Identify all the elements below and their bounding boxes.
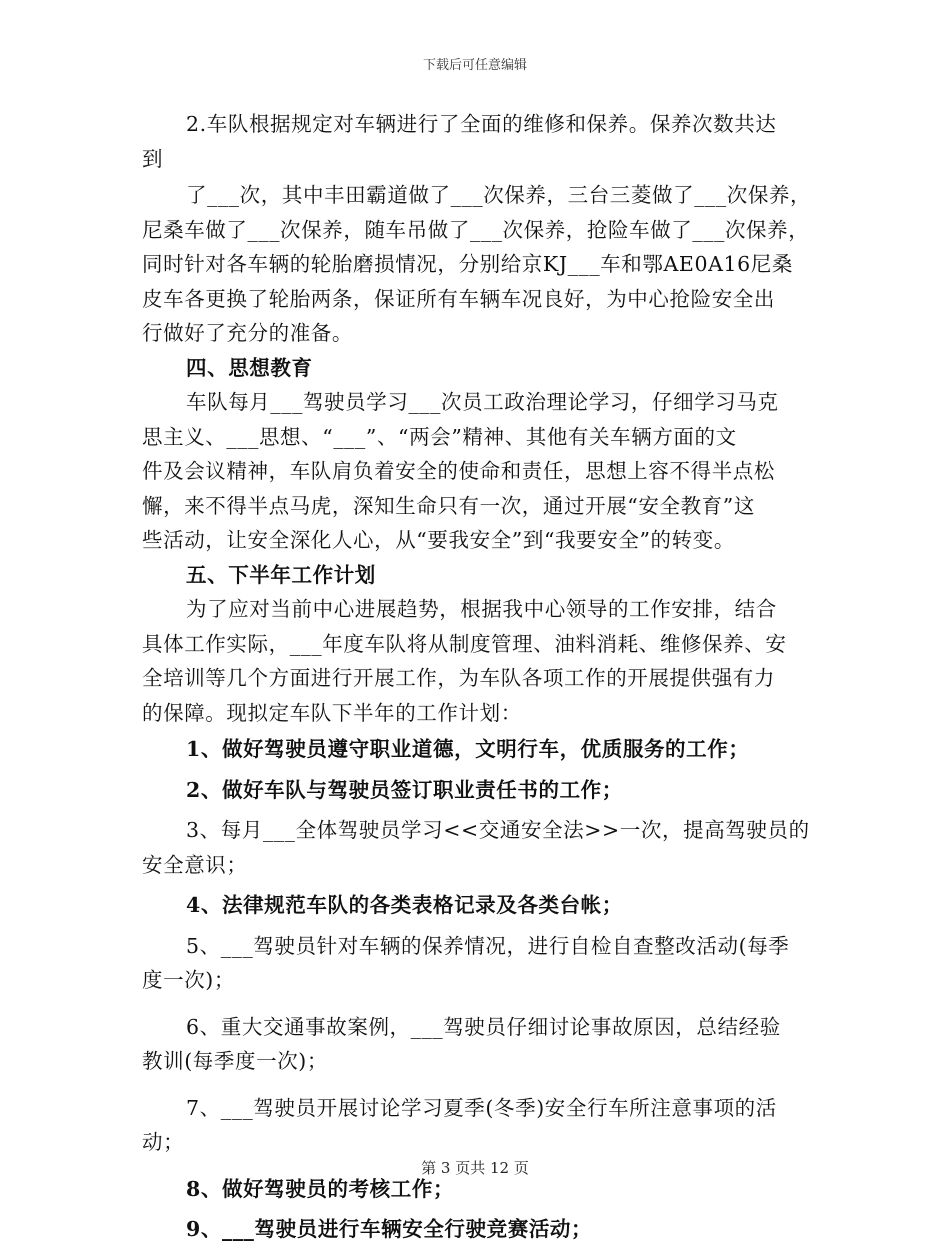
paragraph-line: 件及会议精神，车队肩负着安全的使命和责任，思想上容不得半点松 <box>142 459 775 483</box>
paragraph-line: 到 <box>142 146 164 171</box>
plan-item-5: 5、___驾驶员针对车辆的保养情况，进行自检自查整改活动(每季 <box>186 933 790 958</box>
paragraph-line: 车队每月___驾驶员学习___次员工政治理论学习，仔细学习马克 <box>186 390 779 414</box>
plan-item-3: 3、每月___全体驾驶员学习<<交通安全法>>一次，提高驾驶员的 <box>186 818 810 842</box>
page-footer: 第 3 页共 12 页 <box>421 1159 529 1177</box>
plan-item-8: 8、做好驾驶员的考核工作； <box>186 1176 455 1201</box>
paragraph-line: 全培训等几个方面进行开展工作，为车队各项工作的开展提供强有力 <box>142 666 775 690</box>
paragraph-line: 为了应对当前中心进展趋势，根据我中心领导的工作安排，结合 <box>186 597 777 621</box>
plan-item-4: 4、法律规范车队的各类表格记录及各类台帐； <box>186 893 623 917</box>
document-body <box>142 107 812 1247</box>
paragraph-line: 度一次)； <box>142 968 235 992</box>
plan-item-1: 1、做好驾驶员遵守职业道德，文明行车，优质服务的工作； <box>186 737 750 761</box>
paragraph-line: 些活动，让安全深化人心，从“要我安全”到“我要安全”的转变。 <box>142 528 735 552</box>
plan-item-2: 2、做好车队与驾驶员签订职业责任书的工作； <box>186 777 623 802</box>
paragraph-line: 思主义、___思想、“___”、“两会”精神、其他有关车辆方面的文 <box>142 424 737 449</box>
paragraph-line: 安全意识； <box>142 852 248 877</box>
paragraph-line: 教训(每季度一次)； <box>142 1049 328 1073</box>
plan-item-7: 7、___驾驶员开展讨论学习夏季(冬季)安全行车所注意事项的活 <box>186 1095 777 1120</box>
paragraph-line: 同时针对各车辆的轮胎磨损情况，分别给京KJ___车和鄂AE0A16尼桑 <box>142 252 793 276</box>
plan-item-6: 6、重大交通事故案例，___驾驶员仔细讨论事故原因，总结经验 <box>186 1014 781 1039</box>
paragraph-line: 具体工作实际，___年度车队将从制度管理、油料消耗、维修保养、安 <box>142 631 787 656</box>
paragraph-line: 了___次，其中丰田霸道做了___次保养，三台三菱做了___次保养， <box>186 183 812 207</box>
section-heading: 五、下半年工作计划 <box>186 562 376 587</box>
page-header: 下载后可任意编辑 <box>422 58 527 73</box>
paragraph-line: 动； <box>142 1130 185 1154</box>
plan-item-9: 9、___驾驶员进行车辆安全行驶竞赛活动； <box>186 1217 593 1241</box>
paragraph-line: 懈，来不得半点马虎，深知生命只有一次，通过开展“安全教育”这 <box>142 493 755 518</box>
paragraph-line: 2.车队根据规定对车辆进行了全面的维修和保养。保养次数共达 <box>186 112 777 136</box>
paragraph-line: 尼桑车做了___次保养，随车吊做了___次保养，抢险车做了___次保养， <box>142 217 810 242</box>
paragraph-line: 行做好了充分的准备。 <box>142 321 353 345</box>
section-heading: 四、思想教育 <box>186 355 313 380</box>
paragraph-line: 皮车各更换了轮胎两条，保证所有车辆车况良好，为中心抢险安全出 <box>142 286 775 311</box>
paragraph-line: 的保障。现拟定车队下半年的工作计划： <box>142 700 522 725</box>
